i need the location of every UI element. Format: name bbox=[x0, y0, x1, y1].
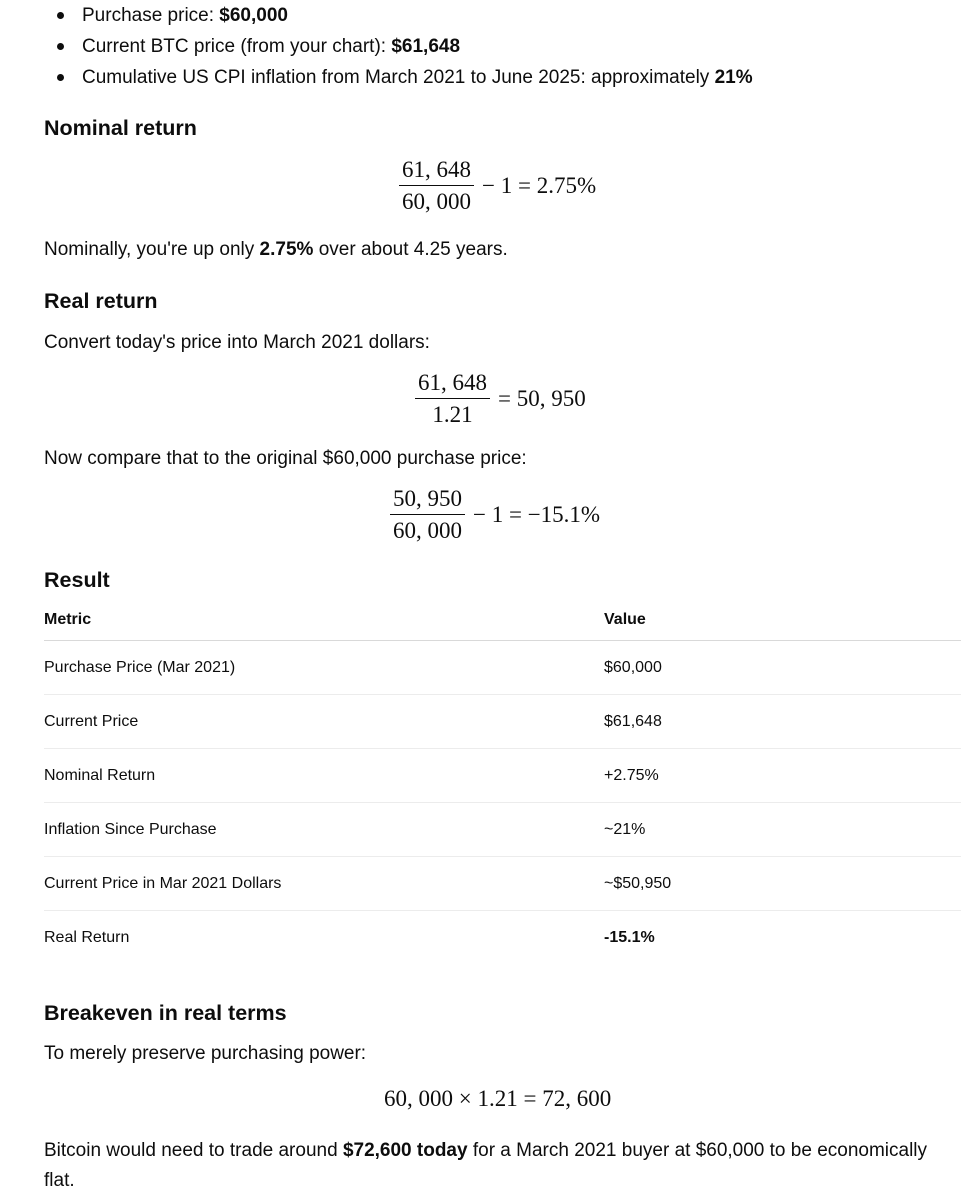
real-price-formula bbox=[415, 370, 586, 428]
table-header bbox=[44, 600, 961, 641]
value-cell: -15.1% bbox=[604, 928, 655, 946]
value-cell: $60,000 bbox=[604, 658, 662, 676]
bullet-value: $61,648 bbox=[391, 36, 461, 57]
numerator: 61, 648 bbox=[418, 370, 487, 395]
real-return-formula bbox=[390, 486, 600, 544]
list-item bbox=[44, 31, 753, 62]
breakeven-formula bbox=[384, 1086, 611, 1112]
column-header-metric: Metric bbox=[44, 611, 92, 628]
assumptions-list bbox=[44, 0, 753, 93]
table-row bbox=[44, 911, 961, 964]
real-return-compare: Now compare that to the original $60,000 purchase price: bbox=[44, 448, 527, 469]
value-cell: +2.75% bbox=[604, 766, 659, 784]
bullet-label: Current BTC price (from your chart): bbox=[82, 36, 392, 57]
metric-cell: Current Price in Mar 2021 Dollars bbox=[44, 874, 282, 892]
numerator: 50, 950 bbox=[393, 486, 462, 511]
value-cell: ~$50,950 bbox=[604, 874, 672, 892]
formula-rest: − 1 = −15.1% bbox=[473, 502, 601, 527]
summary-bold: 2.75% bbox=[259, 239, 314, 260]
fraction bbox=[415, 370, 490, 428]
table-row bbox=[44, 803, 961, 857]
breakeven-heading: Breakeven in real terms bbox=[44, 1001, 287, 1025]
metric-cell: Real Return bbox=[44, 928, 130, 946]
denominator: 60, 000 bbox=[402, 189, 471, 214]
nominal-return-formula bbox=[399, 157, 596, 215]
table-row bbox=[44, 695, 961, 749]
fraction bbox=[399, 157, 474, 215]
nominal-summary bbox=[44, 235, 944, 265]
result-table bbox=[44, 600, 961, 964]
summary-text: Nominally, you're up only bbox=[44, 239, 260, 260]
metric-cell: Current Price bbox=[44, 712, 139, 730]
list-item bbox=[44, 62, 753, 93]
breakeven-intro: To merely preserve purchasing power: bbox=[44, 1043, 367, 1064]
table-row bbox=[44, 857, 961, 911]
bullet-value: $60,000 bbox=[219, 5, 288, 26]
real-return-intro: Convert today's price into March 2021 dollars: bbox=[44, 332, 430, 353]
summary-text: for a March 2021 buyer at $60,000 to be economically flat. bbox=[44, 1140, 928, 1191]
bullet-label: Purchase price: bbox=[82, 5, 220, 26]
bullet-label: Cumulative US CPI inflation from March 2021 to June 2025: approximately bbox=[82, 67, 715, 88]
summary-bold: $72,600 today bbox=[342, 1140, 468, 1161]
formula-rest: − 1 = 2.75% bbox=[482, 173, 597, 198]
formula-text: 60, 000 × 1.21 = 72, 600 bbox=[384, 1086, 612, 1111]
list-item bbox=[44, 0, 753, 31]
table-row bbox=[44, 641, 961, 695]
metric-cell: Nominal Return bbox=[44, 766, 156, 784]
table-row bbox=[44, 749, 961, 803]
real-return-heading: Real return bbox=[44, 289, 158, 313]
denominator: 1.21 bbox=[432, 402, 473, 427]
breakeven-summary bbox=[44, 1136, 944, 1196]
bullet-value: 21% bbox=[714, 67, 753, 88]
fraction bbox=[390, 486, 465, 544]
value-cell: ~21% bbox=[604, 820, 646, 838]
nominal-return-heading: Nominal return bbox=[44, 116, 197, 140]
numerator: 61, 648 bbox=[402, 157, 471, 182]
denominator: 60, 000 bbox=[393, 518, 462, 543]
formula-rest: = 50, 950 bbox=[498, 386, 586, 411]
metric-cell: Purchase Price (Mar 2021) bbox=[44, 658, 236, 676]
column-header-value: Value bbox=[604, 611, 646, 628]
value-cell: $61,648 bbox=[604, 712, 662, 730]
result-heading: Result bbox=[44, 568, 110, 592]
summary-text: Bitcoin would need to trade around bbox=[44, 1140, 343, 1161]
summary-text: over about 4.25 years. bbox=[313, 239, 508, 260]
metric-cell: Inflation Since Purchase bbox=[44, 820, 217, 838]
